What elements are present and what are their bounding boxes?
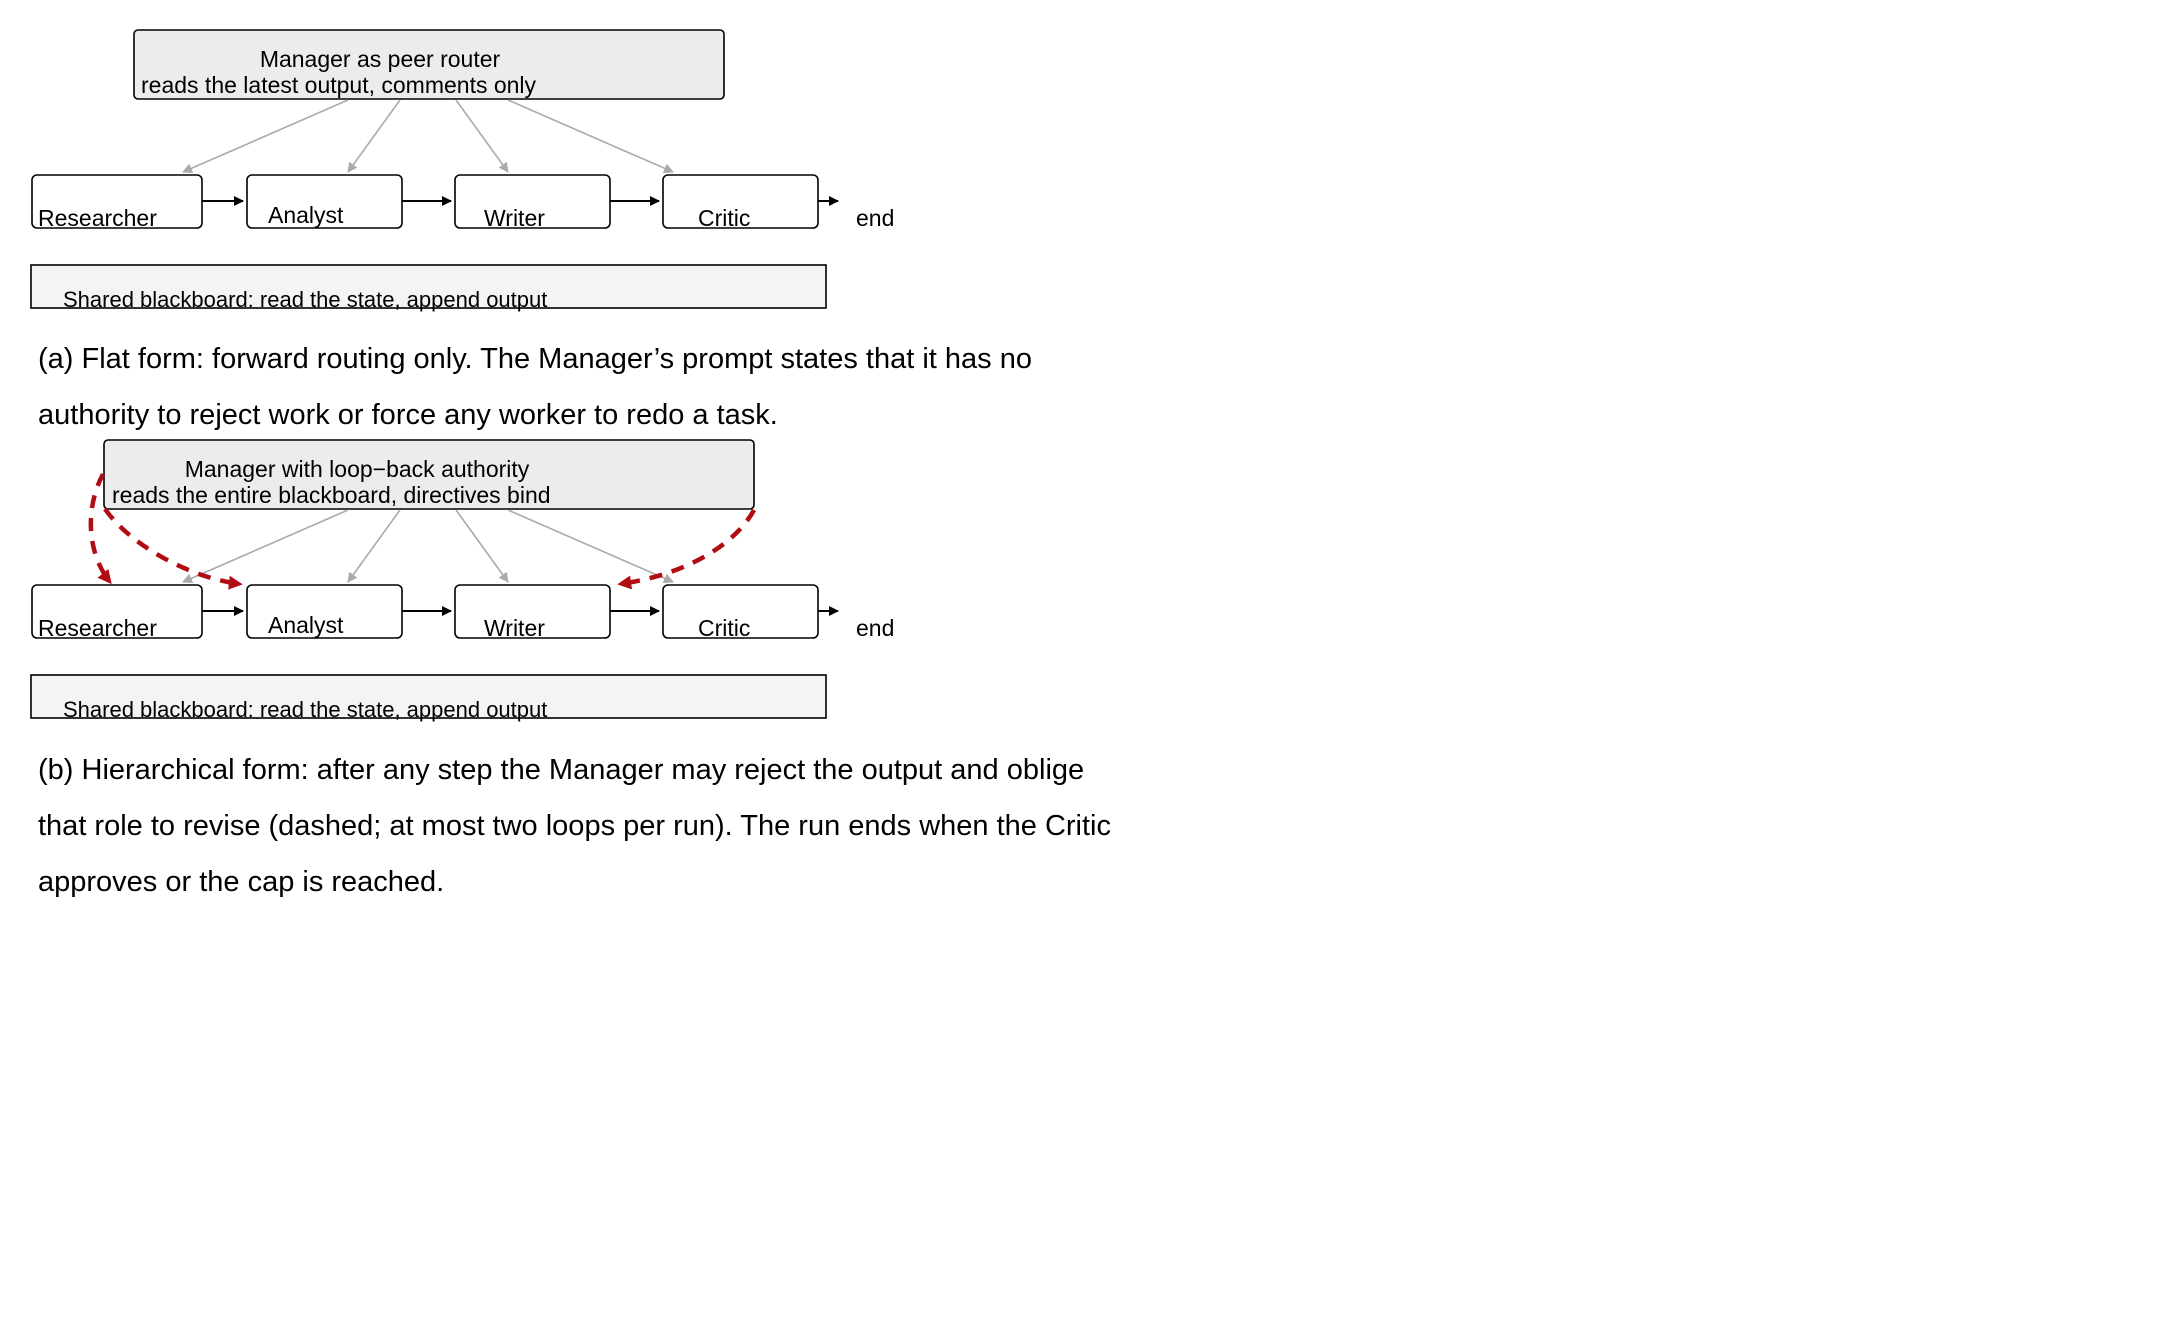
router-arrow-to-critic-b xyxy=(508,510,673,582)
caption-b-line-3: approves or the cap is reached. xyxy=(38,866,445,898)
researcher-label-a: Researcher xyxy=(38,205,157,231)
router-arrow-to-critic-a xyxy=(508,100,673,172)
manager-title-a: Manager as peer router xyxy=(259,46,501,72)
router-arrow-to-writer-b xyxy=(456,510,508,582)
caption-b-line-1: (b) Hierarchical form: after any step the Manager may reject the output and oblige xyxy=(38,754,1085,786)
analyst-label-b: Analyst xyxy=(268,612,344,638)
researcher-label-b: Researcher xyxy=(38,615,157,641)
caption-a-line-2: authority to reject work or force any worker to redo a task. xyxy=(38,399,778,431)
manager-box-b xyxy=(104,440,754,509)
blackboard-b xyxy=(31,675,826,722)
caption-a xyxy=(38,331,1238,443)
end-label-a: end xyxy=(856,205,895,231)
caption-b xyxy=(38,742,1238,910)
panel-b xyxy=(31,440,894,722)
blackboard-a xyxy=(31,265,826,312)
router-arrow-to-analyst-a xyxy=(348,100,400,172)
writer-label-b: Writer xyxy=(484,615,545,641)
router-arrow-to-researcher-b xyxy=(183,510,348,582)
router-arrow-to-researcher-a xyxy=(183,100,348,172)
router-arrow-to-writer-a xyxy=(456,100,508,172)
analyst-label-a: Analyst xyxy=(268,202,344,228)
blackboard-label-b: Shared blackboard: read the state, append output xyxy=(63,697,548,722)
router-arrows-a xyxy=(183,100,673,172)
role-boxes-a xyxy=(32,175,818,231)
router-arrow-to-analyst-b xyxy=(348,510,400,582)
manager-box-a xyxy=(134,30,724,99)
manager-title-b: Manager with loop−back authority xyxy=(184,456,530,482)
manager-subtitle-b: reads the entire blackboard, directives bind xyxy=(112,482,551,508)
role-boxes-b xyxy=(32,585,818,641)
critic-label-b: Critic xyxy=(698,615,751,641)
manager-subtitle-a: reads the latest output, comments only xyxy=(141,72,537,98)
loop-arrow-to-critic xyxy=(620,510,754,584)
end-label-b: end xyxy=(856,615,895,641)
critic-label-a: Critic xyxy=(698,205,751,231)
panel-a xyxy=(31,30,894,312)
caption-a-line-1: (a) Flat form: forward routing only. The Manager’s prompt states that it has no xyxy=(38,343,1032,375)
caption-b-line-2: that role to revise (dashed; at most two loops per run). The run ends when the Critic xyxy=(38,810,1111,842)
writer-label-a: Writer xyxy=(484,205,545,231)
router-arrows-b xyxy=(183,510,673,582)
loop-arrow-to-analyst xyxy=(105,509,240,584)
blackboard-label-a: Shared blackboard: read the state, append output xyxy=(63,287,548,312)
